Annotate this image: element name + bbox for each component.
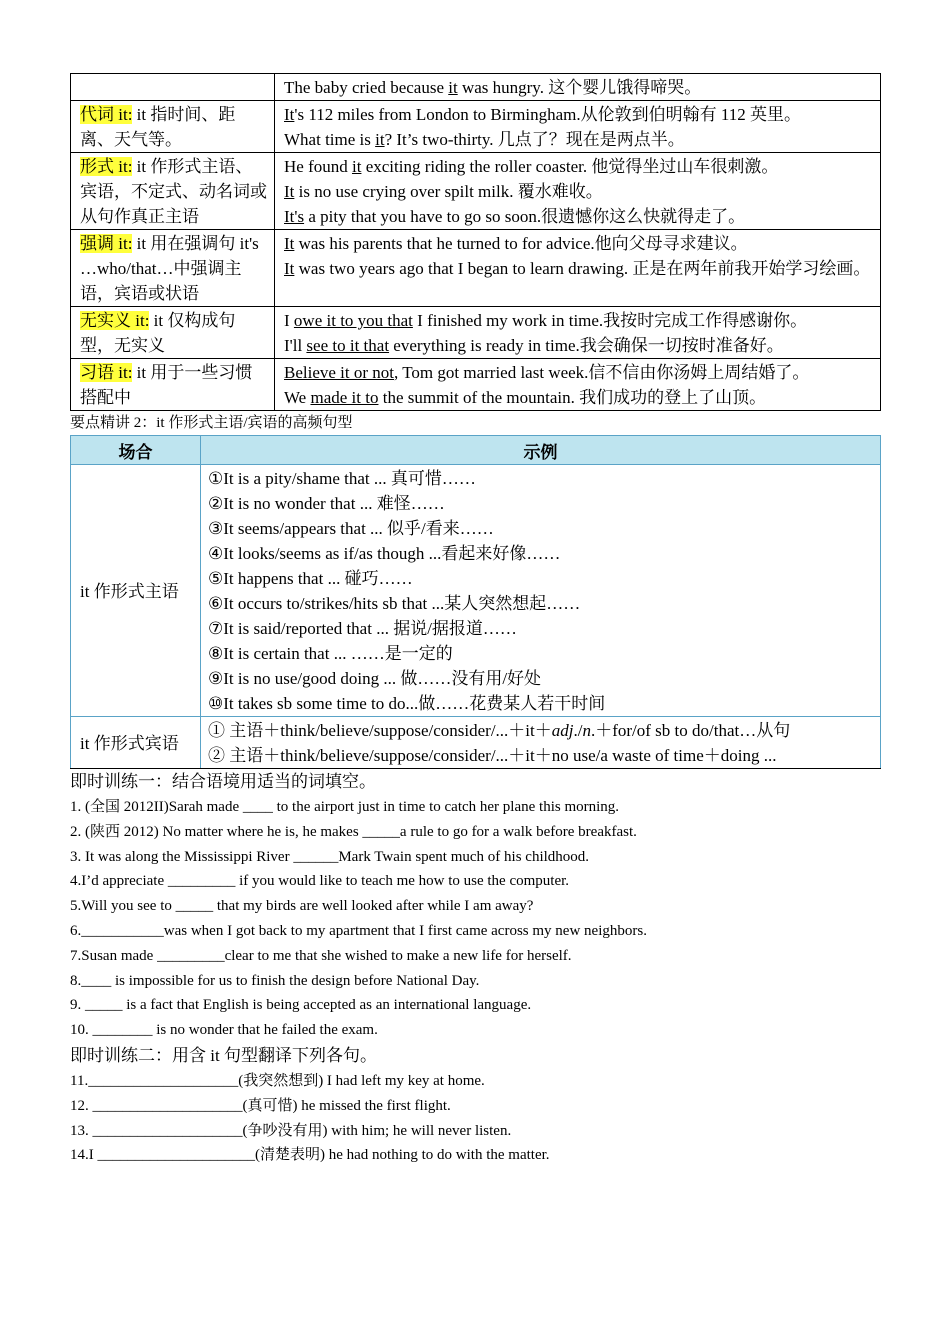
example-key-phrase: it: [351, 157, 362, 176]
column-header-examples: 示例: [201, 436, 881, 465]
example-text: We: [284, 388, 311, 407]
example-sentence: [284, 385, 872, 410]
example-text: The baby cried because: [284, 78, 449, 97]
subject-pattern-item: ⑨It is no use/good doing ... 做……没有用/好处: [208, 669, 542, 688]
usage-examples: [275, 101, 881, 153]
usage-type-highlight: 习语 it:: [80, 363, 133, 382]
subject-pattern-item: ①It is a pity/shame that ... 真可惜……: [208, 469, 476, 488]
example-sentence: [284, 256, 872, 281]
example-key-phrase: It: [284, 234, 295, 253]
exercise-item: 8.____ is impossible for us to finish the design before National Day.: [70, 972, 480, 989]
example-key-phrase: owe it to you that: [293, 311, 413, 330]
subject-pattern-item: ⑤It happens that ... 碰巧……: [208, 569, 413, 588]
pattern-text: ① 主语＋think/believe/suppose/consider/...＋it＋: [208, 721, 552, 740]
usage-label: [71, 101, 275, 153]
example-key-phrase: It: [284, 105, 295, 124]
example-key-phrase: it: [375, 130, 385, 149]
object-pattern-item: [208, 743, 874, 768]
example-key-phrase: It's: [284, 207, 305, 226]
exercise-item: 1. (全国 2012II)Sarah made ____ to the airport just in time to catch her plane this morning.: [70, 799, 620, 815]
example-key-phrase: it: [448, 78, 458, 97]
example-sentence: [284, 204, 872, 229]
subject-pattern-item: ⑦It is said/reported that ... 据说/据报道……: [208, 619, 517, 638]
example-key-phrase: made it to: [310, 388, 379, 407]
exercise-item: 11.____________________(我突然想到) I had left my key at home.: [70, 1072, 485, 1089]
it-usage-table: [70, 73, 881, 411]
example-text: ? It’s two-thirty. 几点了？现在是两点半。: [384, 130, 685, 149]
usage-description: it 指时间、距离、天气等。: [80, 105, 236, 149]
formal-object-examples: [201, 717, 881, 769]
example-text: I finished my work in time.我按时完成工作得感谢你。: [412, 311, 808, 330]
usage-examples: [275, 307, 881, 359]
formal-subject-label: it 作形式主语: [71, 465, 201, 717]
example-sentence: [284, 154, 872, 179]
usage-type-highlight: 代词 it:: [80, 105, 133, 124]
subject-pattern-item: ⑩It takes sb some time to do...做……花费某人若干时间: [208, 694, 606, 713]
column-header-occasion: 场合: [71, 436, 201, 465]
usage-examples: [275, 230, 881, 307]
usage-description: it 用于一些习惯搭配中: [80, 363, 253, 407]
document-page: [70, 73, 880, 1168]
pattern-italic: adj: [551, 721, 574, 740]
usage-row: [71, 74, 881, 101]
example-sentence: [284, 231, 872, 256]
example-text: I'll: [284, 336, 307, 355]
example-sentence: [284, 127, 872, 152]
pattern-text: .: [573, 721, 578, 740]
usage-label: [71, 307, 275, 359]
example-key-phrase: It: [284, 259, 295, 278]
exercise-item: 14.I _____________________(清楚表明) he had nothing to do with the matter.: [70, 1147, 550, 1164]
subject-pattern-item: ③It seems/appears that ... 似乎/看来……: [208, 519, 494, 538]
example-text: the summit of the mountain. 我们成功的登上了山顶。: [378, 388, 767, 407]
example-key-phrase: Believe it or not: [284, 363, 395, 382]
usage-examples: [275, 153, 881, 230]
example-text: is no use crying over spilt milk. 覆水难收。: [294, 182, 603, 201]
example-text: everything is ready in time.我会确保一切按时准备好。: [389, 336, 784, 355]
example-text: exciting riding the roller coaster. 他觉得坐过山车很刺激。: [361, 157, 779, 176]
usage-label: [71, 153, 275, 230]
practice-one-heading: 即时训练一：结合语境用适当的词填空。: [70, 772, 376, 791]
usage-row: [71, 101, 881, 153]
usage-row: [71, 307, 881, 359]
example-text: 's 112 miles from London to Birmingham.从伦敦到伯明翰有 112 英里。: [294, 105, 801, 124]
usage-examples: [275, 74, 881, 101]
formal-object-label: it 作形式宾语: [71, 717, 201, 769]
subject-pattern-item: ⑧It is certain that ... ……是一定的: [208, 644, 453, 663]
example-sentence: [284, 308, 872, 333]
usage-row: [71, 230, 881, 307]
usage-row: [71, 359, 881, 411]
pattern-italic: n: [582, 721, 591, 740]
exercise-item: 13. ____________________(争吵没有用) with him; he will never listen.: [70, 1122, 512, 1139]
pattern-text: /: [577, 721, 583, 740]
exercise-item: 2. (陕西 2012) No matter where he is, he makes _____a rule to go for a walk before breakfast.: [70, 823, 637, 840]
example-text: What time is: [284, 130, 376, 149]
usage-type-highlight: 无实义 it:: [80, 311, 150, 330]
example-text: was two years ago that I began to learn drawing. 正是在两年前我开始学习绘画。: [294, 259, 871, 278]
object-pattern-item: [208, 718, 874, 743]
pattern-text: .＋for/of sb to do/that…从句: [590, 721, 791, 740]
exercise-item: 6.___________was when I got back to my apartment that I first came across my new neighbors.: [70, 922, 647, 939]
usage-examples: [275, 359, 881, 411]
example-sentence: [284, 360, 872, 385]
usage-label: [71, 359, 275, 411]
exercise-item: 12. ____________________(真可惜) he missed the first flight.: [70, 1097, 451, 1114]
exercise-item: 5.Will you see to _____ that my birds are well looked after while I am away?: [70, 898, 534, 915]
example-text: , Tom got married last week.信不信由你汤姆上周结婚了。: [394, 363, 810, 382]
formal-subject-examples: [201, 465, 881, 717]
usage-description: it 用在强调句 it's …who/that…中强调主语，宾语或状语: [80, 234, 259, 303]
example-key-phrase: see to it that: [306, 336, 390, 355]
exercise-item: 4.I’d appreciate _________ if you would like to teach me how to use the computer.: [70, 873, 570, 890]
practice-two-heading: 即时训练二：用含 it 句型翻译下列各句。: [70, 1045, 377, 1065]
section-caption: 要点精讲 2：it 作形式主语/宾语的高频句型: [70, 415, 353, 431]
subject-pattern-item: ②It is no wonder that ... 难怪……: [208, 494, 445, 513]
example-text: was hungry. 这个婴儿饿得啼哭。: [457, 78, 702, 97]
example-key-phrase: It: [284, 182, 295, 201]
usage-label: [71, 74, 275, 101]
example-text: was his parents that he turned to for advice.他向父母寻求建议。: [294, 234, 748, 253]
usage-label: [71, 230, 275, 307]
example-sentence: [284, 179, 872, 204]
usage-description: it 作形式主语、宾语，不定式、动名词或从句作真正主语: [80, 157, 267, 226]
exercise-item: 7.Susan made _________clear to me that she wished to make a new life for herself.: [70, 947, 572, 964]
practice-one-list: [70, 795, 880, 1043]
example-text: a pity that you have to go so soon.很遗憾你这么快就得走了。: [304, 207, 746, 226]
it-pattern-table: [70, 435, 881, 769]
usage-row: [71, 153, 881, 230]
example-text: I: [284, 311, 294, 330]
exercise-item: 3. It was along the Mississippi River ______Mark Twain spent much of his childhood.: [70, 848, 590, 865]
example-sentence: [284, 102, 872, 127]
pattern-text: ② 主语＋think/believe/suppose/consider/...＋it＋no use/a waste of time＋doing ...: [208, 746, 777, 765]
example-sentence: [284, 75, 872, 100]
exercise-item: 10. ________ is no wonder that he failed the exam.: [70, 1022, 378, 1039]
practice-two-list: [70, 1069, 880, 1168]
usage-type-highlight: 强调 it:: [80, 234, 133, 253]
subject-pattern-item: ⑥It occurs to/strikes/hits sb that ...某人突然想起……: [208, 594, 581, 613]
example-text: He found: [284, 157, 352, 176]
exercise-item: 9. _____ is a fact that English is being accepted as an international language.: [70, 997, 532, 1014]
subject-pattern-item: ④It looks/seems as if/as though ...看起来好像……: [208, 544, 561, 563]
usage-description: it 仅构成句型，无实义: [80, 311, 236, 355]
usage-type-highlight: 形式 it:: [80, 157, 133, 176]
example-sentence: [284, 333, 872, 358]
